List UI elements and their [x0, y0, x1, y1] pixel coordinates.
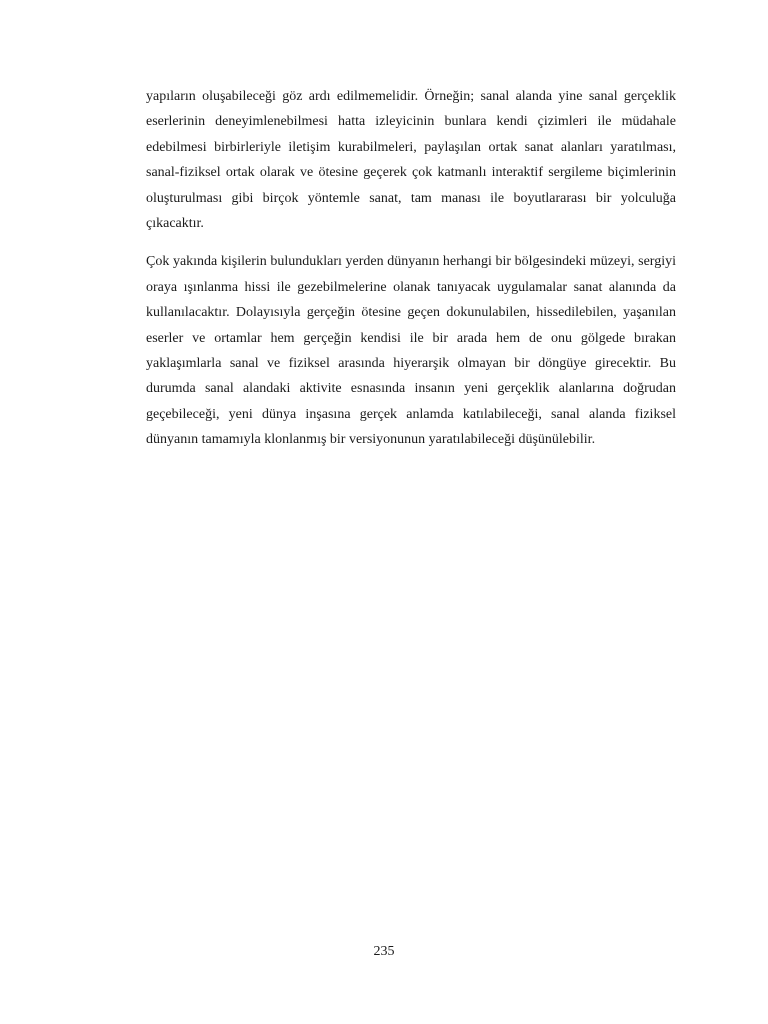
- body-text: [146, 84, 676, 466]
- paragraph-1: yapıların oluşabileceği göz ardı edilmemelidir. Örneğin; sanal alanda yine sanal gerçeklik eserlerinin deneyimlenebilmesi hatta izleyicinin bunlara kendi çizimleri ile müdahale edebilmesi birbirleriyle iletişim kurabilmeleri, paylaşılan ortak sanat alanları yaratılması, sanal-fiziksel ortak olarak ve ötesine geçerek çok katmanlı interaktif sergileme biçimlerinin oluşturulması gibi birçok yöntemle sanat, tam manası ile boyutlararası bir yolculuğa çıkacaktır.: [146, 89, 676, 232]
- page-number: 235: [373, 944, 395, 959]
- paragraph-2: Çok yakında kişilerin bulundukları yerden dünyanın herhangi bir bölgesindeki müzeyi, sergiyi oraya ışınlanma hissi ile gezebilmelerine olanak tanıyacak uygulamalar sanat alanında da kullanılacaktır. Dolayısıyla gerçeğin ötesine geçen dokunulabilen, hissedilebilen, yaşanılan eserler ve ortamlar hem gerçeğin kendisi ile bir arada hem de onu gölgede bırakan yaklaşımlarla sanal ve fiziksel arasında hiyerarşik olmayan bir döngüye girecektir. Bu durumda sanal alandaki aktivite esnasında insanın yeni gerçeklik alanlarına doğrudan geçebileceği, yeni dünya inşasına gerçek anlamda katılabileceği, sanal alanda fiziksel dünyanın tamamıyla klonlanmış bir versiyonunun yaratılabileceği düşünülebilir.: [146, 254, 676, 448]
